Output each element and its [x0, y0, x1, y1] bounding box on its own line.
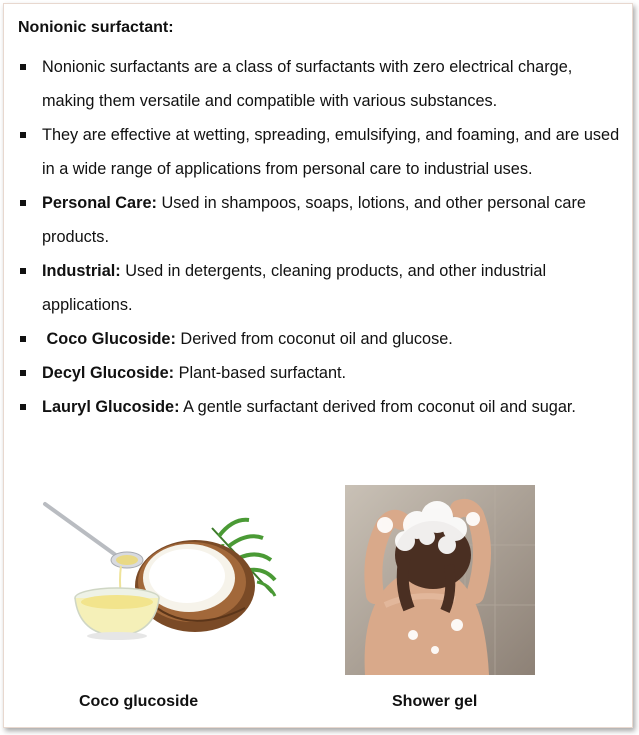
bullet-bold: Industrial:: [42, 262, 121, 280]
square-bullet-icon: [20, 64, 26, 70]
slide-card: [3, 3, 633, 728]
square-bullet-icon: [20, 268, 26, 274]
bullet-text: They are effective at wetting, spreading, emulsifying, and foaming, and are used in a wide range of applications from personal care to industrial uses.: [42, 126, 620, 178]
square-bullet-icon: [20, 404, 26, 410]
bullet-item: [18, 390, 623, 424]
caption-coco-glucoside: Coco glucoside: [79, 693, 199, 710]
section-title: Nonionic surfactant:: [18, 19, 174, 36]
bullet-text: Used in shampoos, soaps, lotions, and other personal care products.: [42, 194, 586, 246]
bullet-text: Nonionic surfactants are a class of surfactants with zero electrical charge, making them versatile and compatible with various substances.: [42, 58, 573, 110]
bullet-bold: Coco Glucoside:: [46, 330, 176, 348]
bullet-bold: Personal Care:: [42, 194, 157, 212]
bullet-item: [18, 322, 623, 356]
bullet-text: Derived from coconut oil and glucose.: [175, 330, 453, 348]
bullet-list: [18, 50, 623, 424]
bullet-bold: Lauryl Glucoside:: [42, 398, 180, 416]
spoon-icon: [45, 504, 143, 596]
square-bullet-icon: [20, 132, 26, 138]
bullet-text: Used in detergents, cleaning products, and other industrial applications.: [42, 262, 547, 314]
bullet-text: A gentle surfactant derived from coconut oil and sugar.: [179, 398, 576, 416]
bullet-item: [18, 356, 623, 390]
square-bullet-icon: [20, 336, 26, 342]
bullet-item: [18, 118, 623, 186]
oil-bowl-icon: [75, 588, 159, 640]
coconut-oil-image: [37, 498, 277, 643]
bullet-item: [18, 186, 623, 254]
square-bullet-icon: [20, 200, 26, 206]
bullet-bold: Decyl Glucoside:: [42, 364, 175, 382]
square-bullet-icon: [20, 370, 26, 376]
caption-shower-gel: Shower gel: [392, 693, 478, 710]
shower-photo-image: [345, 485, 535, 675]
bullet-item: [18, 50, 623, 118]
bullet-item: [18, 254, 623, 322]
bullet-text: Plant-based surfactant.: [174, 364, 347, 382]
